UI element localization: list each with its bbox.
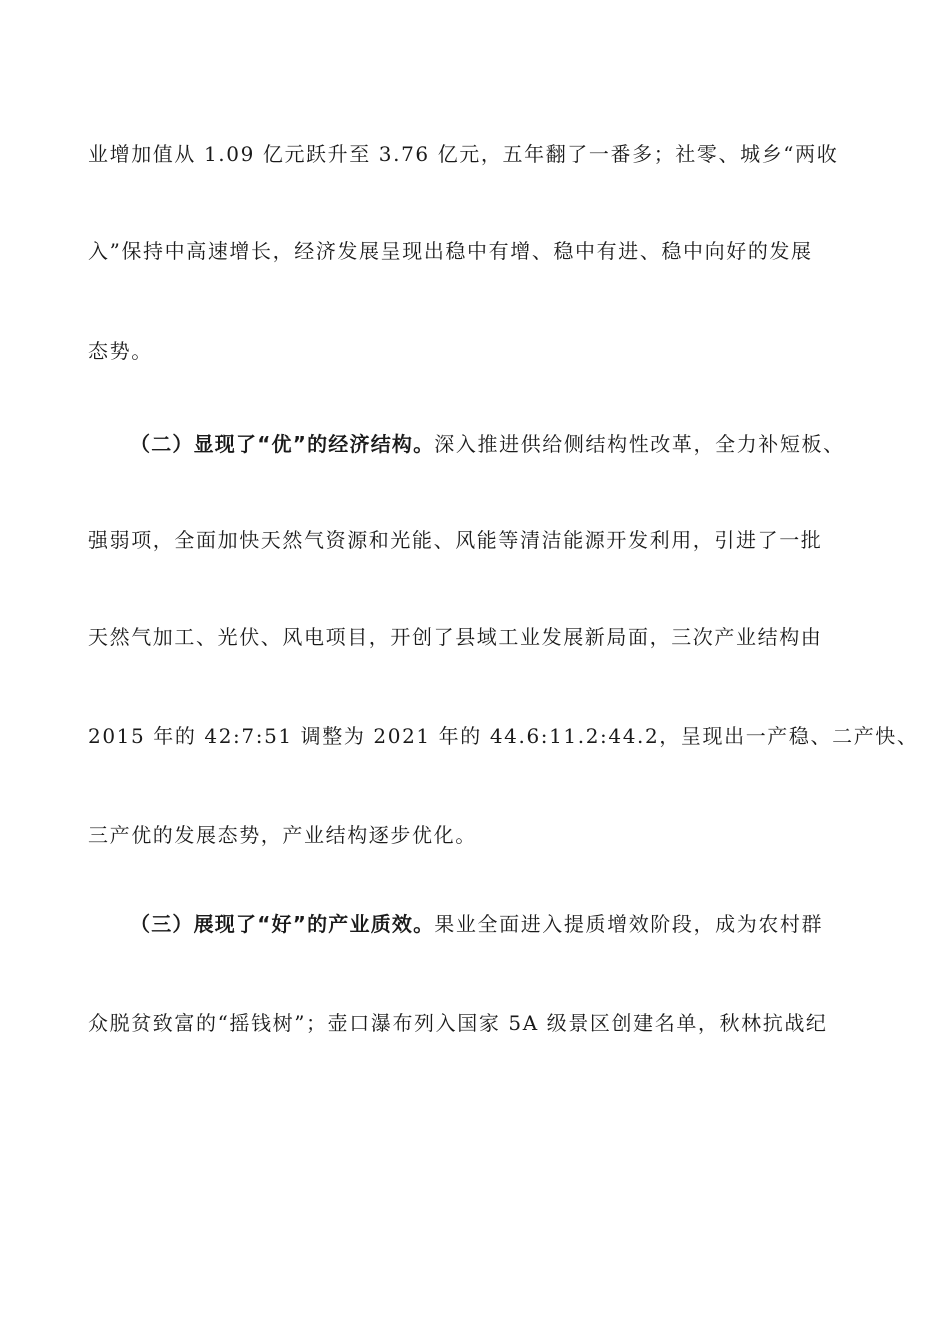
- paragraph-line: 业增加值从 1.09 亿元跃升至 3.76 亿元，五年翻了一番多；社零、城乡“两收: [88, 142, 839, 166]
- paragraph-line: 三产优的发展态势，产业结构逐步优化。: [88, 823, 477, 847]
- section-2-text: 深入推进供给侧结构性改革，全力补短板、: [434, 432, 845, 456]
- section-3-text: 果业全面进入提质增效阶段，成为农村群: [434, 912, 824, 936]
- paragraph-line: 2015 年的 42:7:51 调整为 2021 年的 44.6:11.2:44.2，呈现出一产稳、二产快、: [88, 724, 919, 748]
- paragraph-line: 众脱贫致富的“摇钱树”；壶口瀑布列入国家 5A 级景区创建名单，秋林抗战纪: [88, 1011, 828, 1035]
- section-3-heading: （三）展现了“好”的产业质效。: [130, 912, 435, 936]
- paragraph-line: 天然气加工、光伏、风电项目，开创了县域工业发展新局面，三次产业结构由: [88, 625, 823, 649]
- section-2-first-line: [130, 431, 845, 457]
- paragraph-line: 态势。: [88, 339, 153, 363]
- paragraph-line: 强弱项，全面加快天然气资源和光能、风能等清洁能源开发利用，引进了一批: [88, 528, 823, 552]
- section-2-heading: （二）显现了“优”的经济结构。: [130, 432, 435, 456]
- paragraph-line: 入”保持中高速增长，经济发展呈现出稳中有增、稳中有进、稳中向好的发展: [88, 239, 813, 263]
- section-3-first-line: [130, 911, 823, 937]
